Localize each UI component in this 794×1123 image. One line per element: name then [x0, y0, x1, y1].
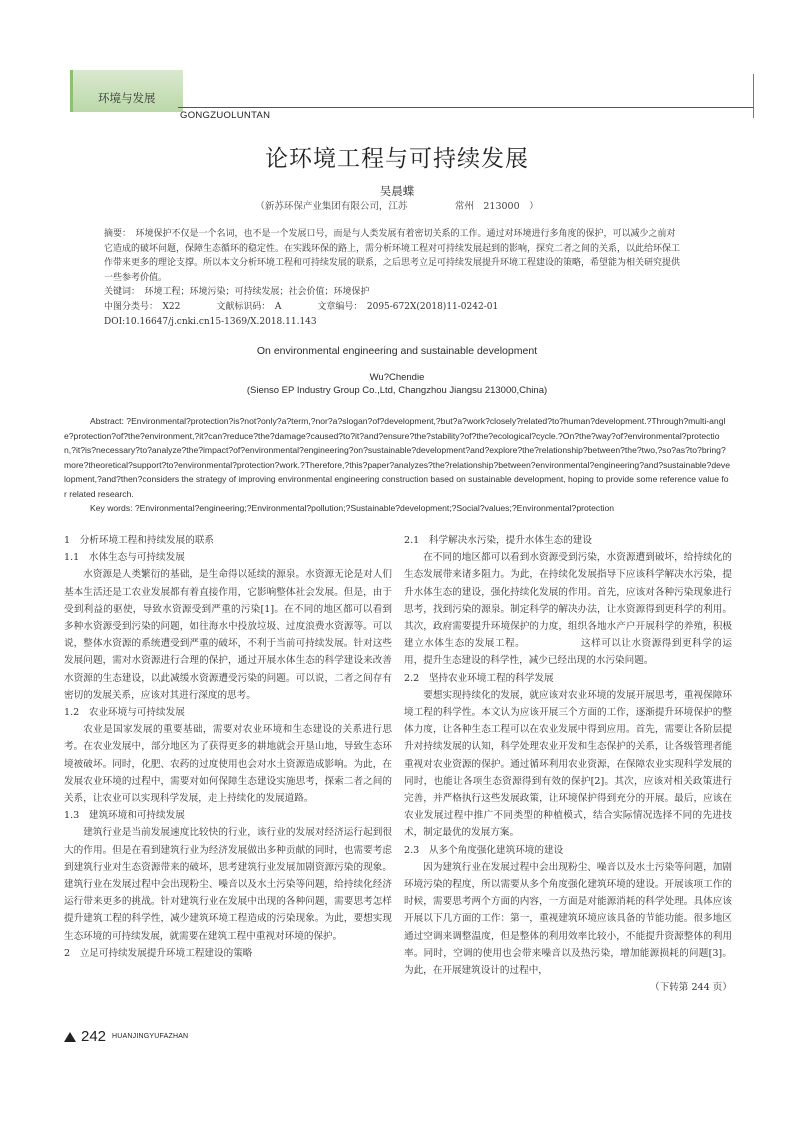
english-abstract-block: [64, 414, 730, 516]
author: 吴晨蝶: [379, 184, 415, 198]
keywords-cn: 关键词： 环境工程；环境污染；可持续发展；社会价值；环境保护: [104, 287, 370, 298]
continued-note: （下转第 244 页）: [650, 982, 732, 994]
left-column: [64, 532, 392, 962]
section-heading: 1.2 农业环境与可持续发展: [64, 707, 185, 719]
header-rule: [178, 107, 754, 108]
abstract-en: Abstract: ?Environmental?protection?is?not?only?a?term,?nor?a?slogan?of?development,?but?a?work?closely?related?to?human?development.?Through?multi-angle?protection?of?the?environment,?it?can?reduce?the?damage?caused?to?it?and?ensure?the?stability?of?the?ecological?cycle.?On?the?way?of?environmental?protection,?it?is?necessary?to?analyze?the?impact?of?environmental?engineering?on?sustainable?development?and?explore?the?relationship?between?the?two,?so?as?to?bring?more?theoretical?support?to?environmental?protection?work.?Therefore,?this?paper?analyzes?the?relationship?between?environmental?engineering?and?sustainable?development,?and?then?considers the strategy of improving environmental engineering construction based on sustainable development, hoping to provide some reference value for related research.: [64, 416, 730, 499]
header-vertical-rule: [753, 74, 754, 118]
section-heading: 2.3 从多个角度强化建筑环境的建设: [404, 844, 564, 856]
section-title: 环境与发展: [98, 91, 156, 105]
english-title: On environmental engineering and sustainable development: [256, 345, 538, 357]
section-heading: 1 分析环境工程和持续发展的联系: [64, 535, 215, 546]
section-heading: 2.1 科学解决水污染，提升水体生态的建设: [404, 535, 592, 546]
section-heading: 2 立足可持续发展提升环境工程建设的策略: [64, 947, 253, 959]
right-column: [404, 532, 732, 996]
article-title: 论环境工程与可持续发展: [265, 146, 529, 172]
classification-line: 中图分类号： X22 文献标识码： A 文章编号： 2095-672X(2018)11-0242-01: [104, 301, 499, 312]
column-name: GONGZUOLUNTAN: [180, 110, 271, 121]
english-author: Wu?Chendie: [369, 372, 425, 383]
body-paragraph: 水资源是人类繁衍的基础，是生命得以延续的源泉。水资源无论是对人们基本生活还是工农业发展都有着直接作用，它影响整体社会发展。但是，由于受到利益的驱使，导致水资源受到严重的污染[1]。在不同的地区都可以看到多种水资源受到污染的问题，如往海水中投放垃圾、过度浪费水资源等。可以说，整体水资源的系统遭受到严重的破坏，不利于当前可持续发展。针对这些发展问题，需对水资源进行合理的保护，通过开展水体生态的科学建设来改善水资源的生态建设，以此减缓水资源遭受污染的问题。可以说，二者之间存有密切的发展关系，应该对其进行深度的思考。: [64, 569, 392, 701]
body-paragraph: 在不同的地区都可以看到水资源受到污染，水资源遭到破坏，给持续化的生态发展带来诸多阻力。为此，在持续化发展指导下应该科学解决水污染，提升水体生态的建设，强化持续化发展的作用。首先，应该对各种污染现象进行思考，找到污染的源泉。制定科学的解决办法，让水资源得到更科学的利用。其次，政府需要提升环境保护的力度，组织各地水产户开展科学的养殖，积极建立水体生态的发展工程。 这样可以让水资源得到更科学的运用，提升生态建设的科学性，减少已经出现的水污染问题。: [404, 552, 732, 667]
section-heading: 1.3 建筑环境和可持续发展: [64, 810, 185, 822]
body-paragraph: 农业是国家发展的重要基础，需要对农业环境和生态建设的关系进行思考。在农业发展中，部分地区为了获得更多的耕地就会开垦山地，导致生态环境被破坏。同时，化肥、农药的过度使用也会对水土资源造成影响。为此，在发展农业环境的过程中，需要对如何保障生态建设实施思考，探索二者之间的关系，让农业可以实现科学发展，走上持续化的发展道路。: [64, 724, 392, 805]
body-paragraph: 因为建筑行业在发展过程中会出现粉尘、噪音以及水土污染等问题，加剧环境污染的程度，所以需要从多个角度强化建筑环境的建设。开展该项工作的时候，需要思考两个方面的内容，一方面是对能源消耗的科学处理。具体应该开展以下几方面的工作：第一，重视建筑环境应该具备的节能功能。很多地区通过空调来调整温度，但是整体的利用效率比较小，不能提升资源整体的利用率。同时，空调的使用也会带来噪音以及热污染，增加能源损耗的问题[3]。为此，在开展建筑设计的过程中，: [404, 861, 732, 977]
page-number: 242: [81, 1028, 107, 1045]
body-paragraph: 建筑行业是当前发展速度比较快的行业，该行业的发展对经济运行起到很大的作用。但是在看到建筑行业为经济发展做出多种贡献的同时，也需要考虑到建筑行业对生态资源带来的破坏，思考建筑行业发展加剧资源污染的现象。建筑行业在发展过程中会出现粉尘、噪音以及水土污染等问题，给持续化经济运行带来更多的挑战。针对建筑行业在发展中出现的各种问题，需要思考怎样提升建筑工程的科学性，减少建筑环境工程造成的污染现象。为此，要想实现生态环境的可持续发展，就需要在建筑工程中重视对环境的保护。: [64, 827, 392, 942]
body-paragraph: 要想实现持续化的发展，就应该对农业环境的发展开展思考，重视保障环境工程的科学性。本文认为应该开展三个方面的工作，逐渐提升环境保护的整体力度，让各种生态工程可以在农业发展中得到应用。首先，需要让各阶层提升对持续发展的认知，科学处理农业开发和生态保护的关系，让各级管理者能重视对农业资源的保护。通过循环利用农业资源，在保障农业实现科学发展的同时，也能让各项生态资源得到有效的保护[2]。其次，应该对相关政策进行完善，并严格执行这些发展政策，让环境保护得到充分的开展。最后，应该在农业发展过程中推广不同类型的种植模式，结合实际情况选择不同的先进技术，制定最优的发展方案。: [404, 689, 732, 839]
english-affiliation: (Sienso EP Industry Group Co.,Ltd, Changzhou Jiangsu 213000,China): [246, 385, 548, 396]
doi: DOI:10.16647/j.cnki.cn15-1369/X.2018.11.143: [104, 316, 317, 327]
abstract-cn: 摘要： 环境保护不仅是一个名词，也不是一个发展口号，而是与人类发展有着密切关系的工作。通过对环境进行多角度的保护，可以减少之前对它造成的破坏问题，保障生态循环的稳定性。在实践环保的路上，需分析环境工程对可持续发展起到的影响，探究二者之间的关系，以此给环保工作带来更多的理论支撑。所以本文分析环境工程和可持续发展的联系，之后思考立足可持续发展提升环境工程建设的策略，希望能为相关研究提供一些参考价值。: [104, 229, 681, 283]
keywords-en: Key words: ?Environmental?engineering;?Environmental?pollution;?Sustainable?development;?Social?values;?Environmental?protection: [90, 503, 615, 513]
section-heading: 2.2 坚持农业环境工程的科学发展: [404, 672, 554, 684]
affiliation: （新苏环保产业集团有限公司，江苏 常州 213000 ）: [255, 201, 539, 212]
chinese-abstract-block: [104, 227, 682, 329]
triangle-icon: [64, 1032, 76, 1042]
journal-name: HUANJINGYUFAZHAN: [112, 1033, 189, 1040]
section-heading: 1.1 水体生态与可持续发展: [64, 552, 185, 564]
